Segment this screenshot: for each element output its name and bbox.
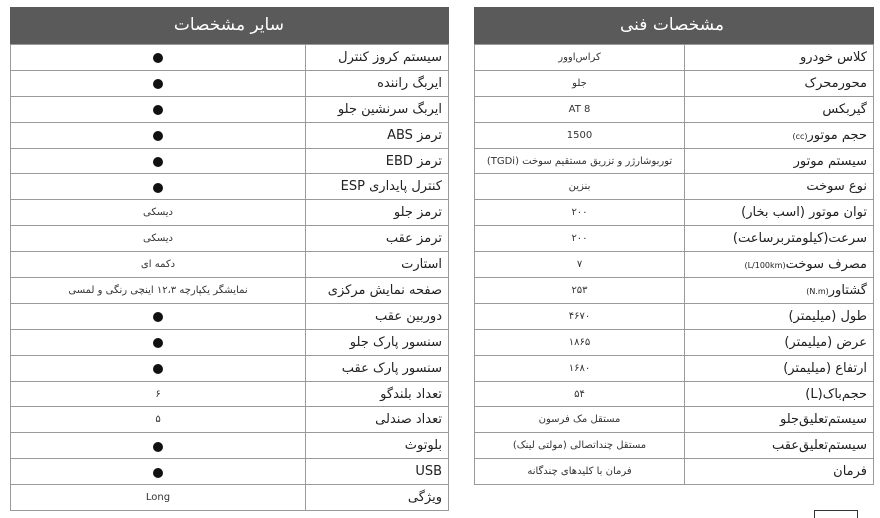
spec-label: حجم موتور [807, 127, 867, 143]
spec-label: سنسور پارک جلو [306, 329, 449, 355]
bullet-dot-icon [153, 312, 163, 322]
spec-label-cell [685, 407, 874, 433]
spec-label-cell [685, 96, 874, 122]
other-specs-table [10, 44, 449, 511]
table-row [11, 485, 449, 511]
table-row [475, 174, 874, 200]
table-row [475, 381, 874, 407]
feature-available-cell [11, 70, 306, 96]
spec-value: کراس‌اوور [475, 45, 685, 71]
spec-label-cell [685, 355, 874, 381]
spec-label-cell [685, 70, 874, 96]
spec-label-cell [685, 45, 874, 71]
spec-label: سرعت(کیلومتربرساعت) [732, 231, 867, 247]
table-row [475, 45, 874, 71]
spec-value: ۱۶۸۰ [475, 355, 685, 381]
spec-label: گشتاور [828, 282, 867, 298]
table-row [11, 381, 449, 407]
spec-label-cell [685, 148, 874, 174]
spec-value: جلو [475, 70, 685, 96]
spec-label: سنسور پارک عقب [306, 355, 449, 381]
table-row [11, 329, 449, 355]
spec-label-cell [685, 200, 874, 226]
spec-label: ترمز EBD [306, 148, 449, 174]
spec-value: مستقل مک فرسون [475, 407, 685, 433]
feature-available-cell [11, 96, 306, 122]
spec-label: ارتفاع (میلیمتر) [783, 360, 867, 376]
spec-label: ایربگ راننده [306, 70, 449, 96]
spec-value: ۲۰۰ [475, 200, 685, 226]
table-row [475, 148, 874, 174]
spec-label: صفحه نمایش مرکزی [306, 278, 449, 304]
tech-specs-panel [474, 7, 874, 485]
spec-label-cell [685, 329, 874, 355]
feature-available-cell [11, 433, 306, 459]
spec-value: ۵ [11, 407, 306, 433]
feature-available-cell [11, 174, 306, 200]
other-specs-title: سایر مشخصات [10, 7, 449, 44]
spec-label-cell [685, 252, 874, 278]
table-row [11, 96, 449, 122]
spec-label: گیربکس [822, 101, 867, 117]
spec-value: ۴۶۷۰ [475, 303, 685, 329]
spec-value: دکمه ای [11, 252, 306, 278]
spec-label: ترمز عقب [306, 226, 449, 252]
spec-value: ۲۰۰ [475, 226, 685, 252]
spec-label: فرمان [833, 464, 867, 480]
table-row [11, 148, 449, 174]
feature-available-cell [11, 303, 306, 329]
spec-label: ویژگی [306, 485, 449, 511]
spec-label: ترمز جلو [306, 200, 449, 226]
spec-label: نوع سوخت [806, 179, 867, 195]
spec-value: نمایشگر یکپارچه ۱۲،۳ اینچی رنگی و لمسی [11, 278, 306, 304]
feature-available-cell [11, 459, 306, 485]
spec-label: USB [306, 459, 449, 485]
table-row [11, 226, 449, 252]
feature-available-cell [11, 122, 306, 148]
table-row [11, 407, 449, 433]
feature-available-cell [11, 355, 306, 381]
spec-label-cell [685, 226, 874, 252]
spec-value: Long [11, 485, 306, 511]
spec-value: ۱۸۶۵ [475, 329, 685, 355]
table-row [475, 303, 874, 329]
bullet-dot-icon [153, 79, 163, 89]
bullet-dot-icon [153, 53, 163, 63]
bullet-dot-icon [153, 183, 163, 193]
spec-label-cell [685, 122, 874, 148]
spec-value: 1500 [475, 122, 685, 148]
bullet-dot-icon [153, 157, 163, 167]
table-row [11, 174, 449, 200]
spec-unit: (cc) [792, 131, 808, 141]
spec-unit: (N.m) [806, 286, 829, 296]
spec-label-cell [685, 381, 874, 407]
spec-label: طول (میلیمتر) [788, 308, 867, 324]
spec-label: مصرف سوخت [785, 257, 867, 273]
spec-label: سیستم‌تعلیق‌جلو [779, 412, 867, 428]
spec-label: محورمحرک [804, 75, 867, 91]
tech-specs-table [474, 44, 874, 485]
table-row [11, 433, 449, 459]
spec-label: سیستم کروز کنترل [306, 45, 449, 71]
table-row [11, 303, 449, 329]
feature-available-cell [11, 329, 306, 355]
spec-value: ۶ [11, 381, 306, 407]
brand-logo-icon [814, 510, 858, 518]
spec-value: دیسکی [11, 226, 306, 252]
table-row [11, 45, 449, 71]
spec-value: توربوشارژر و تزریق مستقیم سوخت (TGDi) [475, 148, 685, 174]
table-row [475, 226, 874, 252]
spec-label: استارت [306, 252, 449, 278]
table-row [475, 459, 874, 485]
spec-label: کنترل پایداری ESP [306, 174, 449, 200]
spec-value: 8 AT [475, 96, 685, 122]
other-specs-panel [10, 7, 449, 511]
table-row [475, 96, 874, 122]
table-row [11, 200, 449, 226]
spec-label-cell [685, 303, 874, 329]
table-row [11, 252, 449, 278]
spec-value: ۲۵۳ [475, 278, 685, 304]
bullet-dot-icon [153, 442, 163, 452]
table-row [475, 200, 874, 226]
spec-label: سیستم موتور [793, 153, 867, 169]
table-row [11, 355, 449, 381]
spec-label-cell [685, 459, 874, 485]
spec-label: ترمز ABS [306, 122, 449, 148]
bullet-dot-icon [153, 105, 163, 115]
spec-label-cell [685, 278, 874, 304]
feature-available-cell [11, 148, 306, 174]
table-row [475, 122, 874, 148]
spec-label: حجم‌باک(L) [805, 386, 867, 402]
table-row [11, 459, 449, 485]
bullet-dot-icon [153, 131, 163, 141]
spec-label: عرض (میلیمتر) [784, 334, 867, 350]
spec-label: دوربین عقب [306, 303, 449, 329]
table-row [475, 355, 874, 381]
table-row [11, 278, 449, 304]
table-row [475, 252, 874, 278]
bullet-dot-icon [153, 364, 163, 374]
bullet-dot-icon [153, 468, 163, 478]
spec-value: ۷ [475, 252, 685, 278]
table-row [11, 122, 449, 148]
spec-label: تعداد صندلی [306, 407, 449, 433]
spec-label-cell [685, 433, 874, 459]
spec-label: تعداد بلندگو [306, 381, 449, 407]
spec-label: سیستم‌تعلیق‌عقب [771, 438, 867, 454]
tech-specs-title: مشخصات فنی [474, 7, 874, 44]
spec-label-cell [685, 174, 874, 200]
spec-label: کلاس خودرو [799, 49, 867, 65]
spec-unit: (L/100km) [744, 261, 786, 271]
table-row [475, 329, 874, 355]
table-row [475, 70, 874, 96]
table-row [475, 407, 874, 433]
spec-value: بنزین [475, 174, 685, 200]
spec-value: دیسکی [11, 200, 306, 226]
spec-label: ایربگ سرنشین جلو [306, 96, 449, 122]
table-row [475, 433, 874, 459]
bullet-dot-icon [153, 338, 163, 348]
spec-value: مستقل چنداتصالی (مولتی لینک) [475, 433, 685, 459]
spec-value: ۵۴ [475, 381, 685, 407]
spec-label: توان موتور (اسب بخار) [741, 205, 867, 221]
feature-available-cell [11, 45, 306, 71]
spec-label: بلوتوث [306, 433, 449, 459]
table-row [475, 278, 874, 304]
spec-value: فرمان با کلیدهای چندگانه [475, 459, 685, 485]
table-row [11, 70, 449, 96]
